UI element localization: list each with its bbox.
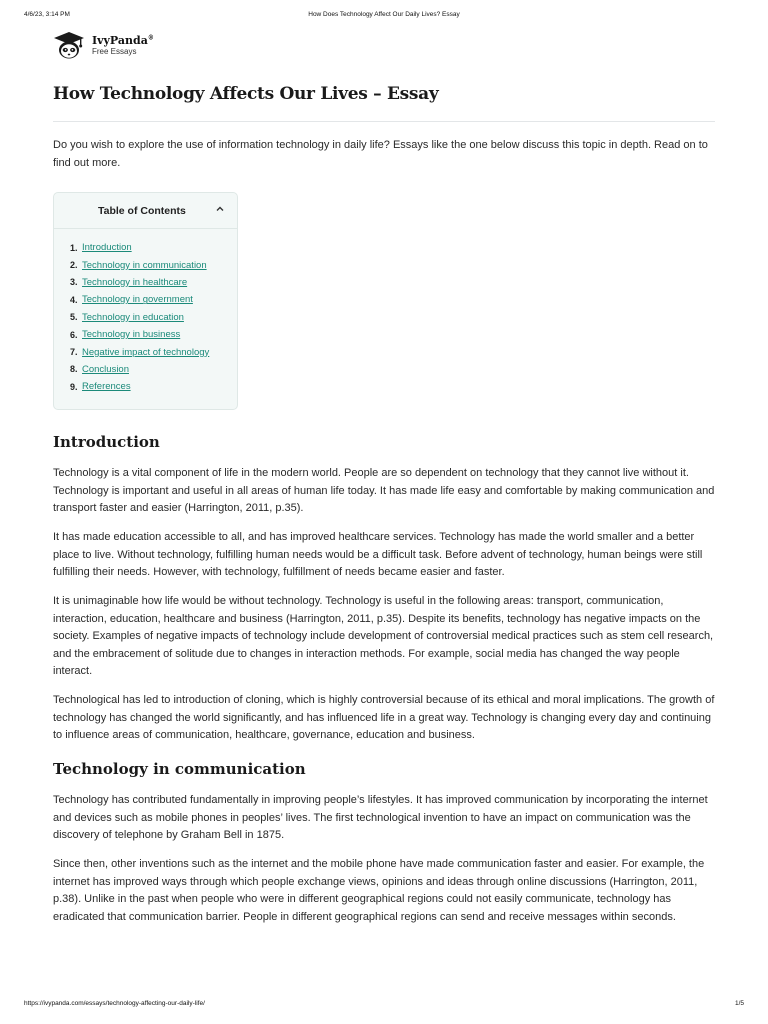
toc-link-negative-impact[interactable]: Negative impact of technology	[82, 346, 210, 358]
intro-paragraph-3: It is unimaginable how life would be without technology. Technology is useful in the following areas: transport, communication, interaction, education, healthcare and business (Harrington, 2011, p.35). Despite its benefits, technology has negative impacts on the society. Examples of negative impacts of technology include development of controversial medical practices such as stem cell research, and the embracement of solitude due to changes in interaction methods. For example, social media has changed the way people interact.	[53, 595, 714, 677]
toc-number: 3.	[70, 277, 78, 288]
toc-number: 1.	[70, 242, 78, 253]
toc-item-education	[70, 309, 237, 326]
toc-link-communication[interactable]: Technology in communication	[82, 259, 207, 271]
logo-name: IvyPanda®	[92, 33, 154, 47]
toc-link-education[interactable]: Technology in education	[82, 311, 184, 323]
toc-item-healthcare	[70, 274, 237, 291]
logo-text	[92, 35, 154, 56]
communication-paragraph-2: Since then, other inventions such as the internet and the mobile phone have made communication faster and easier. For example, the internet has improved ways through which people exchange views, opinions and ideas through online discussions (Harrington, 2011, p.38). Unlike in the past when people who were in different geographical regions could not easily communicate, technology has eradicated that communication barrier. People in different geographical regions can send and receive messages within seconds.	[53, 858, 705, 923]
page-title: How Technology Affects Our Lives – Essay	[53, 84, 439, 104]
toc-link-healthcare[interactable]: Technology in healthcare	[82, 276, 188, 288]
intro-paragraph-4: Technological has led to introduction of cloning, which is highly controversial because of its ethical and moral implications. The growth of technology has changed the world significantly, and has influenced life in a great way. Technology is changing every day and continuing to influence areas of communication, healthcare, governance, education and business.	[53, 694, 715, 741]
table-of-contents	[53, 192, 238, 410]
toc-link-conclusion[interactable]: Conclusion	[82, 363, 129, 375]
chevron-up-icon[interactable]	[215, 204, 225, 214]
toc-list	[54, 229, 237, 396]
print-header	[24, 11, 744, 21]
ivypanda-logo[interactable]	[53, 30, 154, 60]
title-divider	[53, 121, 715, 122]
toc-link-business[interactable]: Technology in business	[82, 329, 181, 341]
toc-link-government[interactable]: Technology in government	[82, 294, 193, 306]
page-number: 1/5	[734, 1000, 744, 1007]
registered-mark: ®	[147, 33, 154, 41]
intro-paragraph-1: Technology is a vital component of life in the modern world. People are so dependent on technology that they cannot live without it. Technology is important and useful in all areas of human life today. It has made life easy and comfortable by making communication and transport faster and easier (Harrington, 2011, p.35).	[53, 467, 715, 514]
toc-item-conclusion	[70, 361, 237, 378]
print-doc-title: How Does Technology Affect Our Daily Lives? Essay	[308, 11, 460, 18]
panda-graduate-icon	[53, 30, 85, 60]
communication-paragraph-1: Technology has contributed fundamentally in improving people’s lifestyles. It has improved communication by incorporating the internet and devices such as mobile phones in peoples’ lives. The first technological invention to have an impact on communication was the discovery of telephone by Graham Bell in 1875.	[53, 794, 708, 841]
print-footer	[24, 1000, 744, 1010]
toc-number: 7.	[70, 347, 78, 358]
toc-number: 4.	[70, 294, 78, 305]
toc-number: 6.	[70, 329, 78, 340]
toc-number: 9.	[70, 381, 78, 392]
print-url: https://ivypanda.com/essays/technology-affecting-our-daily-life/	[24, 1000, 205, 1007]
toc-number: 2.	[70, 260, 78, 271]
toc-link-references[interactable]: References	[82, 381, 131, 393]
toc-number: 5.	[70, 312, 78, 323]
print-date: 4/6/23, 3:14 PM	[24, 11, 70, 18]
toc-item-introduction	[70, 239, 237, 256]
heading-introduction: Introduction	[53, 433, 160, 451]
logo-subtitle: Free Essays	[92, 46, 137, 56]
toc-item-communication	[70, 256, 237, 273]
toc-number: 8.	[70, 364, 78, 375]
toc-item-references	[70, 378, 237, 395]
toc-link-introduction[interactable]: Introduction	[82, 242, 132, 254]
toc-title: Table of Contents	[98, 204, 186, 217]
intro-paragraph: Do you wish to explore the use of information technology in daily life? Essays like the one below discuss this topic in depth. Read on to find out more.	[53, 139, 708, 169]
toc-item-government	[70, 291, 237, 308]
intro-paragraph-2: It has made education accessible to all, and has improved healthcare services. Technology has made the world smaller and a better place to live. Without technology, fulfilling human needs would be a difficult task. Before advent of technology, human beings were still fulfilling their needs. However, with technology, fulfillment of needs became easier and faster.	[53, 531, 703, 578]
toc-item-negative-impact	[70, 343, 237, 360]
toc-item-business	[70, 326, 237, 343]
toc-header[interactable]	[54, 193, 237, 229]
heading-communication: Technology in communication	[53, 760, 306, 778]
